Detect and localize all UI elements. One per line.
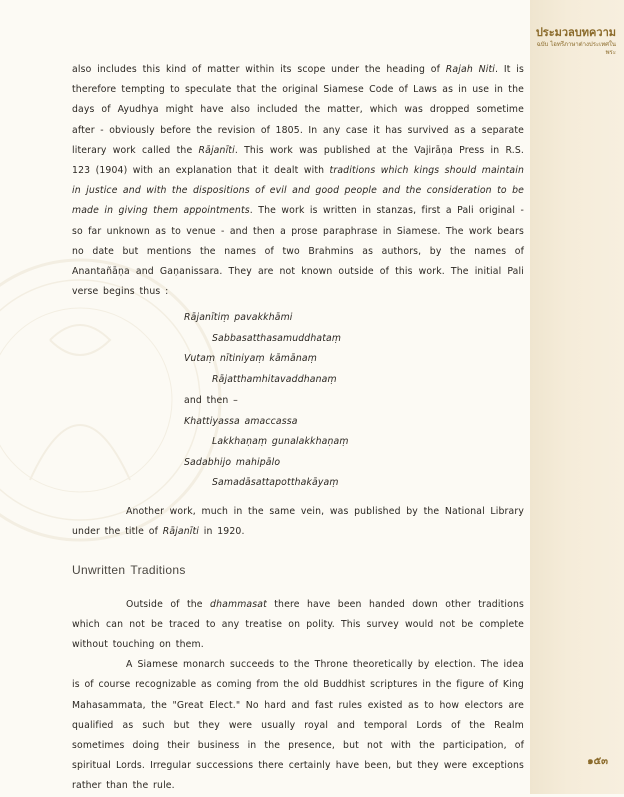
verse-line: Rājanītiṃ pavakkhāmi [184,312,293,324]
verse-line: Vutaṃ nītiniyaṃ kāmānaṃ [184,353,317,365]
text-span: Another work, much in the same vein, was published by the National Library under the title of [72,505,524,538]
sidebar-header [530,26,616,57]
italic-term: Rājanīti [162,526,200,538]
paragraph: A Siamese monarch succeeds to the Throne theoretically by election. The idea is of course recognizable as coming from the old Buddhist scriptures in the figure of King Mahasammata, the "Great Elect." No hard and fast rules existed as to how electors are qualified as such but they were usually royal and temporal Lords of the Realm sometimes doing their business in the presence, but not with the participation, of spiritual Lords. Irregular successions there certainly have been, but they were exceptions rather than the rule. [72,659,524,792]
verse-line: Rājatthamhitavaddhanaṃ [212,373,337,385]
verse-line: Lakkhaṇaṃ gunalakkhaṇaṃ [212,436,349,448]
verse-line: Samadāsattapotthakāyaṃ [212,477,339,489]
verse-line: Khattiyassa amaccassa [184,415,298,427]
text-span: in 1920. [199,526,245,538]
paragraph [72,502,524,542]
sidebar-subtitle: ฉบับ ไอทรีภาษาต่างประเทศในพระ [536,41,616,56]
italic-term: Rājanīti [198,144,235,156]
pali-verse [72,308,524,494]
text-span: . The work is written in stanzas, first a Pali original - so far unknown as to venue - and then a prose paraphrase in Siamese. The work bears no date but mentions the names of two Brahmins as authors, by the names of Anantañāṇa and Gaṇanissara. They are not known outside of this work. The initial Pali verse begins thus : [72,205,524,298]
paragraph [72,60,524,302]
text-span: Outside of the [126,598,211,610]
italic-term: Rajah Niti [445,64,495,75]
sidebar-title: ประมวลบทความ [535,26,616,39]
verse-line: Sabbasatthasamuddhataṃ [212,332,342,344]
text-span: . It is therefore tempting to speculate that the original Siamese Code of Laws as in use in the days of Ayudhya might have also included the matter, which was dropped sometime after - obviously before the revision of 1805. In any case it has survived as a separate literary work called the [72,64,525,156]
text-span: there have been handed down other traditions which can not be traced to any treatise on polity. This survey would not be complete without touching on them. [72,598,524,650]
document-body [72,60,524,797]
page-number: ๑๕๓ [587,756,608,767]
italic-phrase: traditions which kings should maintain in justice and with the dispositions of evil and good people and the consideration to be made in giving them appointments [72,165,524,217]
page-sidebar [530,0,624,794]
text-span: . This work was published at the Vajirāṇa Press in R.S. 123 (1904) with an explanation that it dealt with [72,144,524,177]
section-heading: Unwritten Traditions [72,563,186,578]
verse-line: Sadabhijo mahipālo [184,456,281,468]
verse-connector: and then – [184,395,238,407]
text-span: also includes this kind of matter within its scope under the heading of [72,64,446,75]
paragraph [72,595,524,656]
italic-term: dhammasat [210,598,267,610]
